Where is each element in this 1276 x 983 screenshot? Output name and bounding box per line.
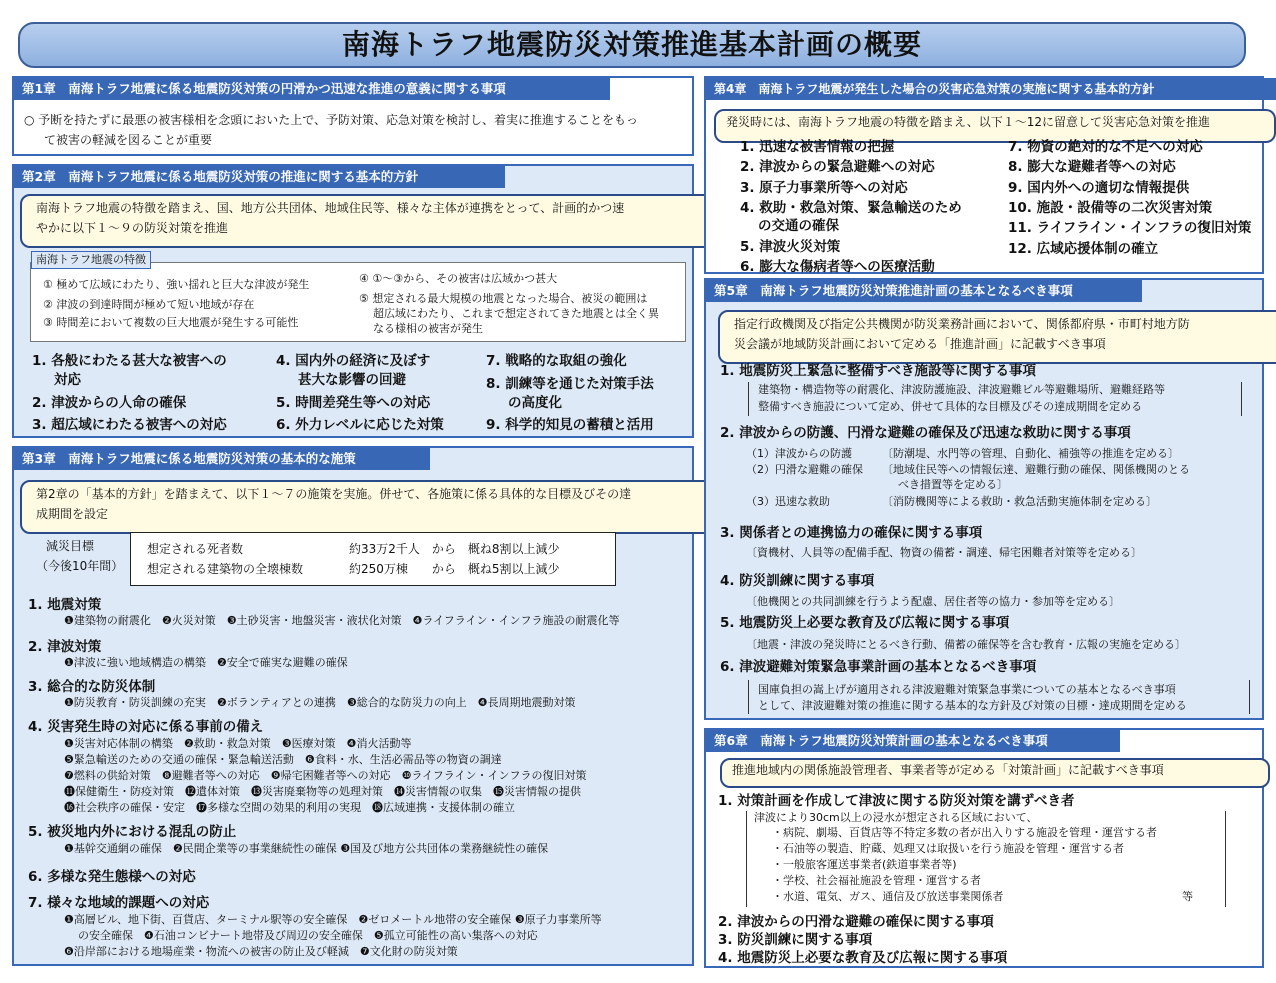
- chapter-3-header: 第3章 南海トラフ地震に係る地震防災対策の基本的な施策: [14, 448, 430, 470]
- response-item: の交通の確保: [758, 218, 839, 234]
- target-value: 約250万棟 から 概ね5割以上減少: [349, 562, 560, 576]
- target-item: 想定される建築物の全壊棟数: [147, 562, 304, 576]
- plan-item-heading: 4. 防災訓練に関する事項: [720, 573, 875, 589]
- measure-plan-heading: 1. 対策計画を作成して津波に関する防災対策を講ずべき者: [718, 793, 1075, 809]
- measure-heading: 6. 多様な発生態様への対応: [28, 869, 196, 885]
- policy-item: の高度化: [508, 395, 562, 411]
- plan-item-detail: として、津波避難対策の推進に関する基本的な方針及び対策の目標・達成期間を定める: [758, 699, 1187, 712]
- policy-item: 1. 各般にわたる甚大な被害への: [32, 353, 227, 369]
- measure-line: ❻沿岸部における地場産業・物流への被害の防止及び軽減 ❼文化財の防災対策: [64, 945, 458, 958]
- measure-plan-detail: 津波により30cm以上の浸水が想定される区域において、: [754, 811, 1038, 824]
- target-label: 減災目標: [46, 539, 95, 553]
- chapter-2-intro-line2: やかに以下１～９の防災対策を推進: [36, 221, 229, 235]
- feature-item: ④ ①～③から、その被害は広域かつ甚大: [359, 272, 558, 285]
- measure-line: ❶高層ビル、地下街、百貨店、ターミナル駅等の安全確保 ❷ゼロメートル地帯の安全確保 ❸原子力事業所等: [64, 913, 602, 926]
- plan-item-heading: 6. 津波避難対策緊急事業計画の基本となるべき事項: [720, 659, 1037, 675]
- reduction-target-box: [130, 532, 616, 586]
- measure-line: ❶建築物の耐震化 ❷火災対策 ❸土砂災害・地盤災害・液状化対策 ❹ライフライン・インフラ施設の耐震化等: [64, 614, 620, 627]
- plan-item-detail: べき措置等を定める〕: [898, 478, 1008, 491]
- plan-item-detail: 建築物・構造物等の耐震化、津波防護施設、津波避難ビル等避難場所、避難経路等: [758, 383, 1165, 396]
- measure-plan-heading: 3. 防災訓練に関する事項: [718, 932, 873, 948]
- target-period: （今後10年間）: [36, 559, 124, 573]
- measure-plan-etc: 等: [1182, 890, 1193, 903]
- feature-item: なる様相の被害が発生: [373, 322, 483, 335]
- plan-item-detail: 整備すべき施設について定め、併せて具体的な目標及びその達成期間を定める: [758, 400, 1143, 413]
- policy-item: 4. 国内外の経済に及ぼす: [276, 353, 431, 369]
- measure-line: ❶災害対応体制の構築 ❷救助・救急対策 ❸医療対策 ❹消火活動等: [64, 737, 412, 750]
- features-box: [30, 253, 686, 342]
- feature-item: ⑤ 想定される最大規模の地震となった場合、被災の範囲は: [359, 292, 648, 305]
- policy-item: 甚大な影響の回避: [298, 372, 406, 388]
- page-title: 南海トラフ地震防災対策推進基本計画の概要: [18, 22, 1246, 68]
- plan-item-detail: 〔地震・津波の発災時にとるべき行動、備蓄の確保等を含む教育・広報の実施を定める〕: [746, 638, 1186, 651]
- plan-item-heading: 3. 関係者との連携協力の確保に関する事項: [720, 525, 983, 541]
- measure-heading: 4. 災害発生時の対応に係る事前の備え: [28, 719, 264, 735]
- policy-item: 6. 外力レベルに応じた対策: [276, 417, 444, 433]
- chapter-2-intro-line1: 南海トラフ地震の特徴を踏まえ、国、地方公共団体、地域住民等、様々な主体が連携をとって、計画的かつ速: [36, 201, 625, 215]
- chapter-1-text-line1: ○ 予断を持たずに最悪の被害様相を念頭においた上で、予防対策、応急対策を検討し、着実に推進することをもっ: [24, 113, 639, 127]
- measure-plan-detail: ・一般旅客運送事業者(鉄道事業者等): [772, 858, 957, 871]
- plan-item-heading: 1. 地震防災上緊急に整備すべき施設等に関する事項: [720, 363, 1036, 379]
- measure-plan-detail: ・病院、劇場、百貨店等不特定多数の者が出入りする施設を管理・運営する者: [772, 826, 1157, 839]
- feature-item: 超広域にわたり、これまで想定されてきた地震とは全く異: [373, 307, 659, 320]
- feature-item: ① 極めて広域にわたり、強い揺れと巨大な津波が発生: [43, 278, 310, 291]
- measure-heading: 1. 地震対策: [28, 597, 102, 613]
- policy-item: 3. 超広域にわたる被害への対応: [32, 417, 227, 433]
- chapter-5-header: 第5章 南海トラフ地震防災対策推進計画の基本となるべき事項: [706, 280, 1142, 302]
- measure-heading: 3. 総合的な防災体制: [28, 679, 156, 695]
- chapter-4-panel: [704, 76, 1264, 274]
- policy-item: 9. 科学的知見の蓄積と活用: [486, 417, 654, 433]
- chapter-5-intro-line2: 災会議が地域防災計画において定める「推進計画」に記載すべき事項: [734, 337, 1106, 351]
- measure-line: の安全確保 ❹石油コンビナート地帯及び周辺の安全確保 ❺孤立可能性の高い集落への対応: [78, 929, 538, 942]
- chapter-6-header: 第6章 南海トラフ地震防災対策計画の基本となるべき事項: [706, 730, 1120, 752]
- target-item: 想定される死者数: [147, 542, 244, 556]
- chapter-2-intro-box: [20, 194, 720, 248]
- policy-item: 対応: [54, 372, 81, 388]
- chapter-3-intro-line1: 第2章の「基本的方針」を踏まえて、以下１～７の施策を実施。併せて、各施策に係る具体的な目標及びその達: [36, 487, 632, 501]
- policy-item: 8. 訓練等を通じた対策手法: [486, 376, 654, 392]
- measure-heading: 5. 被災地内外における混乱の防止: [28, 824, 237, 840]
- chapter-6-panel: [704, 728, 1264, 968]
- measure-line: ⓫保健衛生・防疫対策 ⓬遺体対策 ⓭災害廃棄物等の処理対策 ⓮災害情報の収集 ⓯災害情報の提供: [64, 785, 581, 798]
- response-item: 12. 広域応援体制の確立: [1008, 241, 1159, 257]
- chapter-1-text-line2: て被害の軽減を図ることが重要: [44, 133, 213, 147]
- chapter-3-panel: [12, 446, 694, 966]
- response-item: 5. 津波火災対策: [740, 239, 841, 255]
- plan-item-detail: 国庫負担の嵩上げが適用される津波避難対策緊急事業についての基本となるべき事項: [758, 683, 1176, 696]
- plan-item-detail: 〔資機材、人員等の配備手配、物資の備蓄・調達、帰宅困難者対策等を定める〕: [746, 546, 1142, 559]
- chapter-6-intro-box: [720, 758, 1270, 788]
- response-item: 3. 原子力事業所等への対応: [740, 180, 908, 196]
- measure-line: ⓰社会秩序の確保・安定 ⓱多様な空間の効果的利用の実現 ⓲広域連携・支援体制の確立: [64, 801, 515, 814]
- target-value: 約33万2千人 から 概ね8割以上減少: [349, 542, 560, 556]
- feature-item: ③ 時間差において複数の巨大地震が発生する可能性: [43, 316, 299, 329]
- response-item: 8. 膨大な避難者等への対応: [1008, 159, 1176, 175]
- response-item: 11. ライフライン・インフラの復旧対策: [1008, 220, 1252, 236]
- policy-item: 7. 戦略的な取組の強化: [486, 353, 627, 369]
- chapter-2-panel: [12, 164, 694, 438]
- measure-plan-detail: ・水道、電気、ガス、通信及び放送事業関係者: [772, 890, 1004, 903]
- plan-item-detail: 〔他機関との共同訓練を行うよう配慮、居住者等の協力・参加等を定める〕: [746, 595, 1120, 608]
- chapter-6-intro: 推進地域内の関係施設管理者、事業者等が定める「対策計画」に記載すべき事項: [732, 763, 1164, 777]
- chapter-3-intro-box: [20, 480, 720, 534]
- measure-line: ❼燃料の供給対策 ❽避難者等への対応 ❾帰宅困難者等への対応 ❿ライフライン・インフラの復旧対策: [64, 769, 587, 782]
- features-label: 南海トラフ地震の特徴: [31, 251, 151, 269]
- response-item: 4. 救助・救急対策、緊急輸送のため: [740, 200, 962, 216]
- response-item: 9. 国内外への適切な情報提供: [1008, 180, 1190, 196]
- response-item: 7. 物資の絶対的な不足への対応: [1008, 139, 1203, 155]
- measure-heading: 2. 津波対策: [28, 639, 102, 655]
- measure-line: ❶防災教育・防災訓練の充実 ❷ボランティアとの連携 ❸総合的な防災力の向上 ❹長周期地震動対策: [64, 696, 576, 709]
- chapter-5-panel: [704, 278, 1264, 720]
- response-item: 6. 膨大な傷病者等への医療活動: [740, 259, 935, 275]
- measure-line: ❶基幹交通網の確保 ❷民間企業等の事業継続性の確保 ❸国及び地方公共団体の業務継続性の確保: [64, 842, 549, 855]
- response-item: 2. 津波からの緊急避難への対応: [740, 159, 935, 175]
- measure-plan-heading: 4. 地震防災上必要な教育及び広報に関する事項: [718, 950, 1008, 966]
- plan-item-detail: 〔消防機関等による救助・救急活動実施体制を定める〕: [882, 495, 1157, 508]
- measure-line: ❺緊急輸送のための交通の確保・緊急輸送活動 ❻食料・水、生活必需品等の物資の調達: [64, 753, 502, 766]
- measure-plan-heading: 2. 津波からの円滑な避難の確保に関する事項: [718, 914, 994, 930]
- measure-plan-detail: ・石油等の製造、貯蔵、処理又は取扱いを行う施設を管理・運営する者: [772, 842, 1124, 855]
- chapter-1-header: 第1章 南海トラフ地震に係る地震防災対策の円滑かつ迅速な推進の意義に関する事項: [14, 78, 610, 100]
- chapter-1-panel: [12, 76, 694, 156]
- chapter-5-intro-line1: 指定行政機関及び指定公共機関が防災業務計画において、関係都府県・市町村地方防: [734, 317, 1190, 331]
- chapter-4-header: 第4章 南海トラフ地震が発生した場合の災害応急対策の実施に関する基本的方針: [706, 78, 1276, 100]
- plan-item-detail: （2）円滑な避難の確保: [746, 463, 863, 476]
- policy-item: 5. 時間差発生等への対応: [276, 395, 431, 411]
- chapter-5-intro-box: [718, 310, 1276, 364]
- chapter-3-intro-line2: 成期間を設定: [36, 507, 109, 521]
- plan-item-detail: （1）津波からの防護: [746, 447, 852, 460]
- plan-item-detail: 〔防潮堤、水門等の管理、自動化、補強等の推進を定める〕: [882, 447, 1179, 460]
- policy-item: 2. 津波からの人命の確保: [32, 395, 187, 411]
- measure-plan-detail: ・学校、社会福祉施設を管理・運営する者: [772, 874, 981, 887]
- plan-item-detail: （3）迅速な救助: [746, 495, 830, 508]
- plan-item-heading: 2. 津波からの防護、円滑な避難の確保及び迅速な救助に関する事項: [720, 425, 1131, 441]
- chapter-2-header: 第2章 南海トラフ地震に係る地震防災対策の推進に関する基本的方針: [14, 166, 505, 188]
- measure-line: ❶津波に強い地域構造の構築 ❷安全で確実な避難の確保: [64, 656, 348, 669]
- chapter-4-intro: 発災時には、南海トラフ地震の特徴を踏まえ、以下１～12に留意して災害応急対策を推進: [726, 115, 1210, 129]
- measure-heading: 7. 様々な地域的課題への対応: [28, 895, 210, 911]
- response-item: 1. 迅速な被害情報の把握: [740, 139, 895, 155]
- plan-item-detail: 〔地域住民等への情報伝達、避難行動の確保、関係機関のとる: [882, 463, 1190, 476]
- response-item: 10. 施設・設備等の二次災害対策: [1008, 200, 1213, 216]
- plan-item-heading: 5. 地震防災上必要な教育及び広報に関する事項: [720, 615, 1010, 631]
- feature-item: ② 津波の到達時間が極めて短い地域が存在: [43, 298, 255, 311]
